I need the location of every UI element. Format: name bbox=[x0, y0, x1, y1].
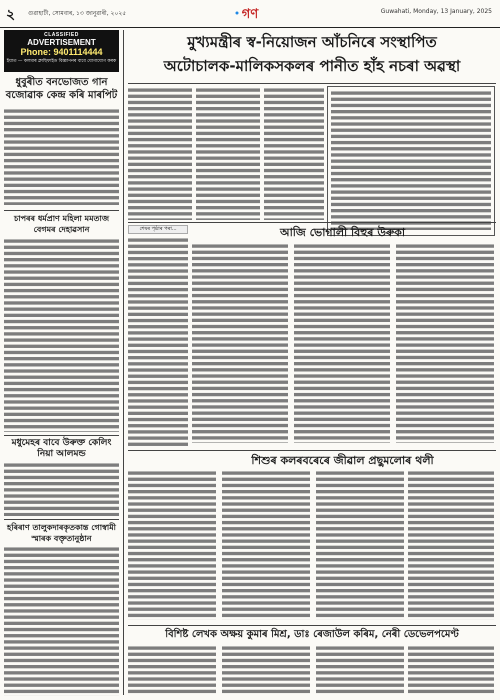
bottom-col-2 bbox=[222, 470, 310, 620]
lead-headline-line1: মুখ্যমন্ত্ৰীৰ স্ব-নিয়োজন আঁচনিৰে সংস্থাপিত bbox=[187, 33, 437, 51]
left-headline-2: চাপৰৰ ধৰ্মপ্ৰাণ মহিলা মমতাজ বেগমৰ দেহাৱসান bbox=[13, 214, 110, 234]
masthead bbox=[0, 0, 500, 28]
bottom-col-1 bbox=[128, 470, 216, 620]
left-story-3-body bbox=[4, 462, 119, 516]
left-story-1-body bbox=[4, 108, 119, 205]
lead-col-1 bbox=[128, 87, 192, 220]
lead-headline bbox=[128, 30, 496, 82]
classified-note: ইয়াত — কলমাৰ ক্লাছিফাইড বিজ্ঞাপনৰ বাবে যোগাযোগ কৰক bbox=[6, 59, 117, 64]
bottom2-col-4 bbox=[408, 645, 494, 695]
date-right: Guwahati, Monday, 13 January, 2025 bbox=[380, 8, 492, 15]
classified-title: ADVERTISEMENT bbox=[27, 38, 96, 47]
mid-col-3 bbox=[396, 243, 494, 443]
mid-col-1 bbox=[192, 243, 288, 443]
left-headline-4: হৰিৰাণ তালুকদাৰকৃতকান্ত গোস্বামী স্মাৰক বক্তৃতানুষ্ঠান bbox=[7, 523, 116, 543]
bottom-headline-1: শিশুৰ কলৰবৰেৰে জীৱাল প্ৰছুমলোৰ থলী bbox=[251, 454, 434, 467]
lead-col-2 bbox=[196, 87, 260, 220]
bottom2-col-1 bbox=[128, 645, 216, 695]
classified-label: CLASSIFIED bbox=[44, 32, 79, 38]
bottom2-col-2 bbox=[222, 645, 310, 695]
lead-rule bbox=[128, 83, 496, 84]
brand-logo bbox=[200, 2, 300, 24]
classified-box bbox=[4, 30, 119, 72]
bottom2-col-3 bbox=[316, 645, 404, 695]
page-number: ২ bbox=[6, 8, 16, 23]
lead-col-3 bbox=[264, 87, 324, 220]
lead-side-box bbox=[327, 86, 495, 236]
mid-col-2 bbox=[294, 243, 390, 443]
bottom-headline-2: বিশিষ্ট লেখক অক্ষয় কুমাৰ মিশ্ৰ, ডাঃ ৰেজাউল কৰিম, নেৰী ডেভেলপমেণ্ট bbox=[165, 629, 459, 640]
bottom-col-3 bbox=[316, 470, 404, 620]
date-left: গুৱাহাটী, সোমবাৰ, ১৩ জানুৱাৰী, ২০২৫ bbox=[28, 10, 127, 17]
lead-headline-line2: অটোচালক-মালিকসকলৰ পানীত হাঁহ নচৰা অৱস্থা bbox=[163, 57, 461, 75]
mid-col-left bbox=[128, 237, 188, 447]
left-headline-3: মধুমেহৰ বাবে উৰুক্ত কেলিং নিয়া আলমন্ড bbox=[11, 438, 112, 459]
left-column-rule bbox=[123, 30, 124, 695]
svg-text:গণ: গণ bbox=[241, 7, 259, 22]
classified-phone: Phone: 9401114444 bbox=[20, 47, 103, 57]
left-headline-1: ধুবুৰীত বনভোজত গান বজোৱাক কেন্দ্ৰ কৰি মাৰপিট bbox=[5, 77, 118, 101]
left-story-2-body bbox=[4, 238, 119, 432]
bottom-col-4 bbox=[408, 470, 494, 620]
mid-headline: আজি ভোগালী বিহুৰ উৰুকা bbox=[279, 226, 406, 239]
continued-caption: শেষৰ পৃষ্ঠাৰ পৰা... bbox=[128, 225, 188, 234]
left-story-4-body bbox=[4, 546, 119, 696]
